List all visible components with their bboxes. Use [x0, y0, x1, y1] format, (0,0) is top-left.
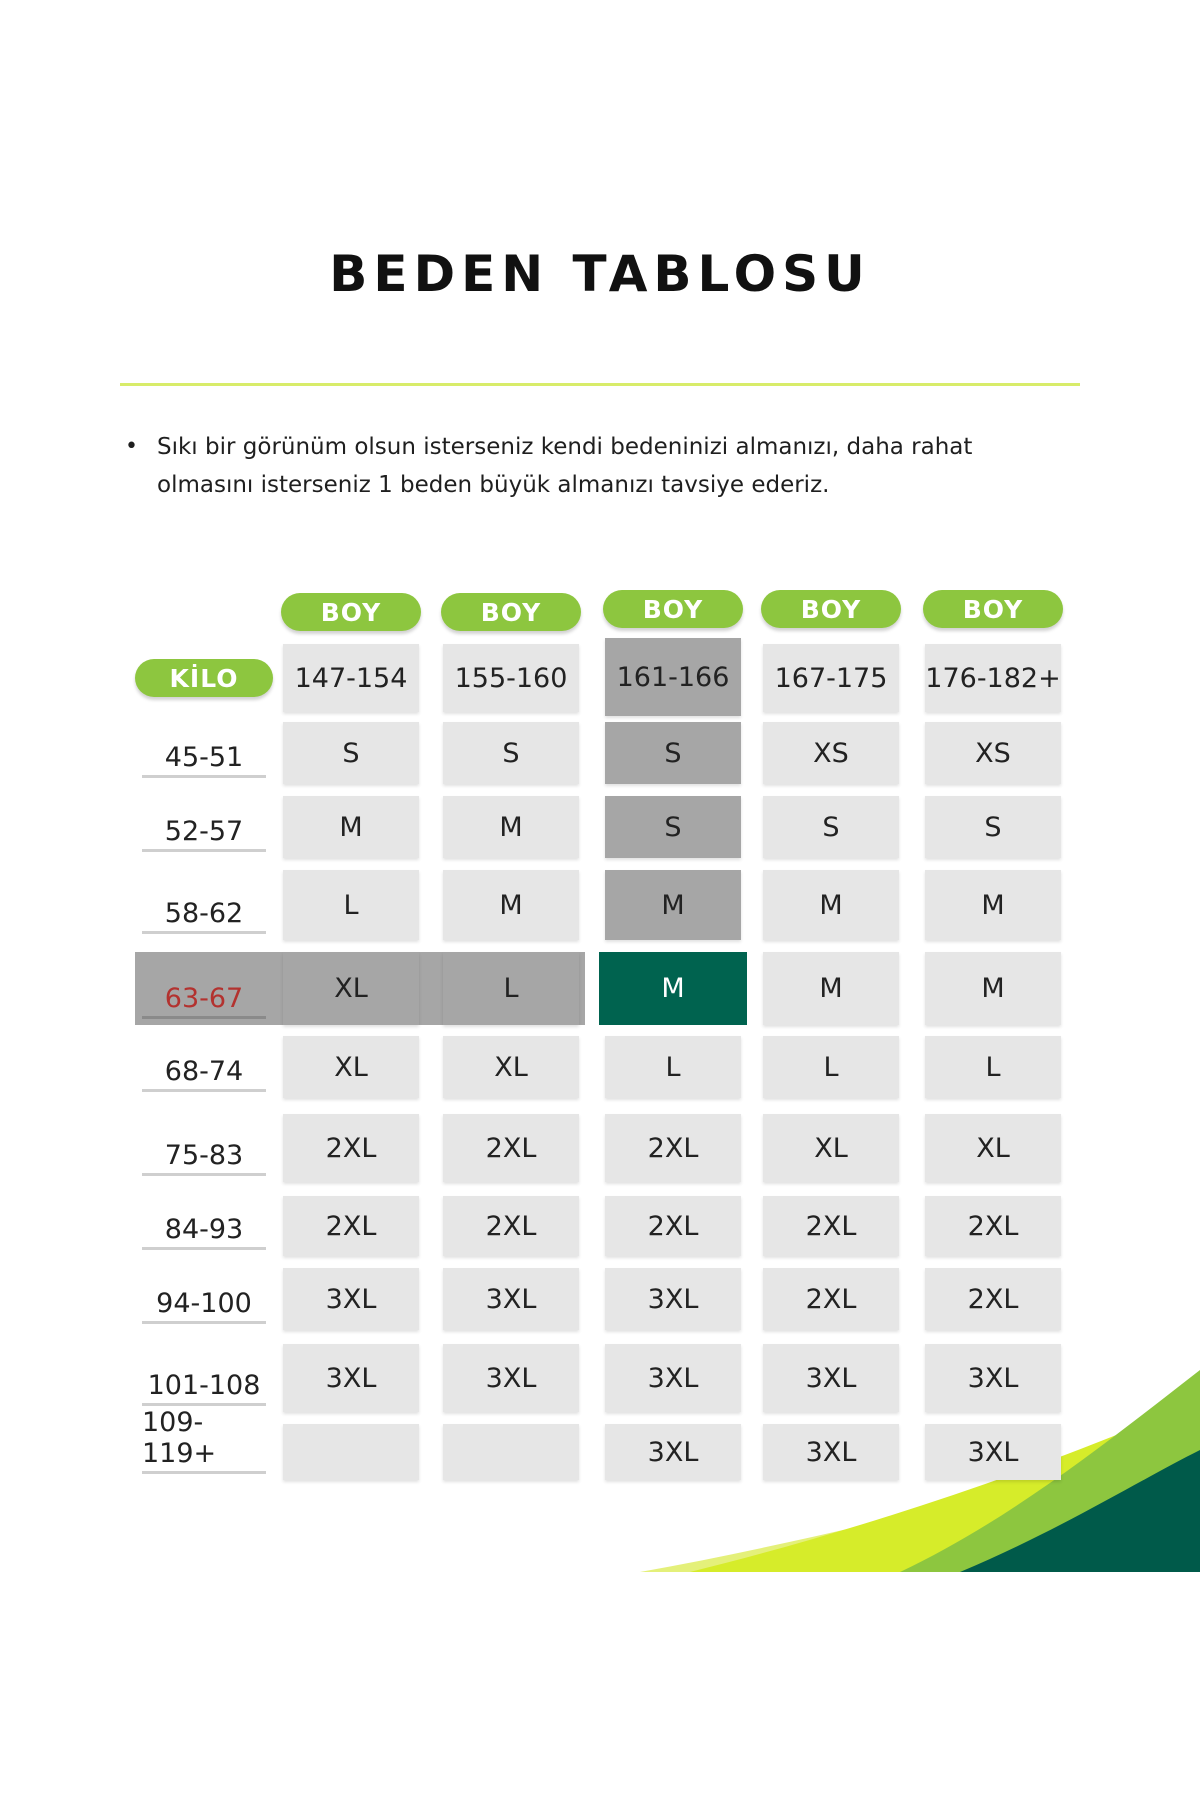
size-cell: 2XL: [763, 1268, 899, 1330]
size-cell: XS: [925, 722, 1061, 784]
kilo-range-label: 84-93: [142, 1196, 266, 1250]
size-cell: M: [283, 796, 419, 858]
bullet-icon: •: [125, 434, 138, 459]
size-cell: 3XL: [443, 1344, 579, 1412]
size-cell: 2XL: [925, 1268, 1061, 1330]
kilo-range-label: 75-83: [142, 1114, 266, 1176]
size-cell: M: [605, 870, 741, 940]
size-cell: XL: [925, 1114, 1061, 1182]
height-range-cell: 176-182+: [925, 644, 1061, 712]
size-cell: M: [925, 952, 1061, 1025]
size-cell: L: [443, 952, 579, 1025]
kilo-range-label: 63-67: [142, 952, 266, 1019]
advice-note: [125, 428, 1045, 504]
size-cell: 3XL: [605, 1268, 741, 1330]
size-cell: XL: [283, 1036, 419, 1098]
size-cell: L: [763, 1036, 899, 1098]
size-cell: 3XL: [763, 1344, 899, 1412]
size-cell: XL: [283, 952, 419, 1025]
boy-header-pill: BOY: [281, 593, 421, 631]
size-cell: [283, 1424, 419, 1480]
size-cell: S: [605, 796, 741, 858]
size-cell: S: [925, 796, 1061, 858]
height-range-cell: 147-154: [283, 644, 419, 712]
divider: [120, 383, 1080, 386]
kilo-range-label: 58-62: [142, 870, 266, 934]
kilo-range-label: 94-100: [142, 1268, 266, 1324]
boy-header-pill: BOY: [441, 593, 581, 631]
kilo-range-label: 101-108: [142, 1344, 266, 1406]
height-range-cell: 167-175: [763, 644, 899, 712]
size-cell: S: [605, 722, 741, 784]
size-cell: L: [925, 1036, 1061, 1098]
size-cell: 2XL: [443, 1114, 579, 1182]
size-cell: 3XL: [605, 1344, 741, 1412]
size-cell: L: [605, 1036, 741, 1098]
boy-header-pill: BOY: [761, 590, 901, 628]
size-cell: S: [443, 722, 579, 784]
size-cell: M: [443, 796, 579, 858]
size-cell: L: [283, 870, 419, 940]
size-cell: 2XL: [925, 1196, 1061, 1256]
size-cell: M: [443, 870, 579, 940]
height-range-cell: 155-160: [443, 644, 579, 712]
kilo-range-label: 68-74: [142, 1036, 266, 1092]
boy-header-pill: BOY: [603, 590, 743, 628]
kilo-range-label: 52-57: [142, 796, 266, 852]
size-cell: 3XL: [763, 1424, 899, 1480]
size-cell: 2XL: [605, 1114, 741, 1182]
size-cell: XS: [763, 722, 899, 784]
size-cell: XL: [763, 1114, 899, 1182]
page-title: BEDEN TABLOSU: [329, 245, 871, 303]
size-cell: 2XL: [443, 1196, 579, 1256]
size-cell: 2XL: [605, 1196, 741, 1256]
size-cell: 3XL: [605, 1424, 741, 1480]
size-cell: 3XL: [283, 1268, 419, 1330]
size-cell: 2XL: [283, 1114, 419, 1182]
advice-text: Sıkı bir görünüm olsun isterseniz kendi bedeninizi almanızı, daha rahat olmasını isterseniz 1 beden büyük almanızı tavsiye ederiz.: [157, 434, 973, 498]
size-cell: S: [283, 722, 419, 784]
size-cell: M: [763, 952, 899, 1025]
size-cell: 3XL: [443, 1268, 579, 1330]
size-cell: XL: [443, 1036, 579, 1098]
kilo-range-label: 109-119+: [142, 1424, 266, 1474]
size-cell: 3XL: [925, 1424, 1061, 1480]
size-cell: 3XL: [925, 1344, 1061, 1412]
kilo-range-label: 45-51: [142, 722, 266, 778]
size-cell: M: [763, 870, 899, 940]
size-cell: S: [763, 796, 899, 858]
selected-size-cell: M: [599, 952, 747, 1025]
size-cell: M: [925, 870, 1061, 940]
size-cell: [443, 1424, 579, 1480]
boy-header-pill: BOY: [923, 590, 1063, 628]
size-cell: 2XL: [283, 1196, 419, 1256]
size-cell: 2XL: [763, 1196, 899, 1256]
size-cell: 3XL: [283, 1344, 419, 1412]
height-range-cell: 161-166: [605, 638, 741, 716]
kilo-header-pill: KİLO: [135, 659, 273, 697]
